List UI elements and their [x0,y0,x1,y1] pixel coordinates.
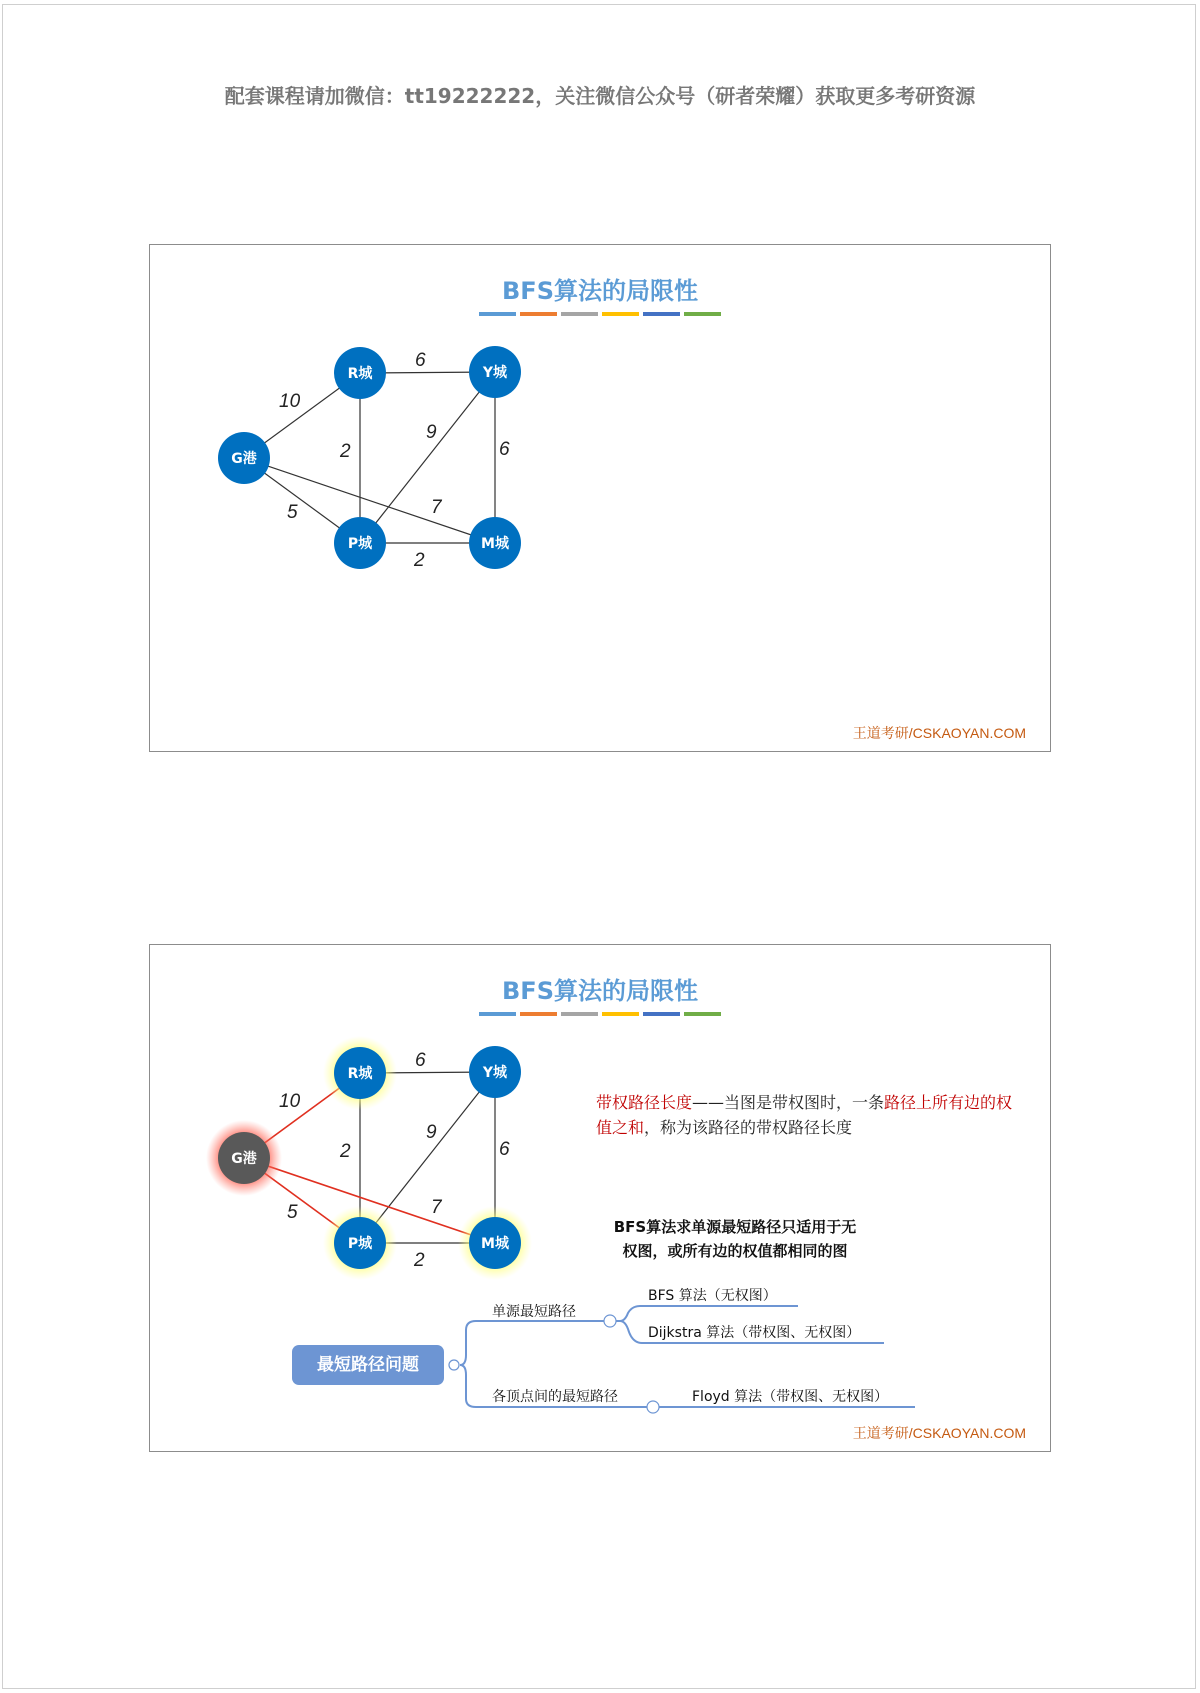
edge-Y-P [360,372,495,543]
svg-text:R城: R城 [347,366,373,382]
edge-weight-label: 7 [431,497,442,518]
edge-weight-label: 5 [287,1202,298,1223]
edge-weight-label: 2 [340,1141,351,1162]
note-line-1: BFS算法求单源最短路径只适用于无 [613,1218,857,1236]
edge-weight-label: 6 [415,1050,426,1071]
note-line-2: 权图，或所有边的权值都相同的图 [622,1242,848,1260]
edge-weight-label: 6 [415,350,426,371]
definition-mid: 当图是带权图时，一条 [724,1093,885,1112]
definition-dash: —— [692,1093,725,1112]
edge-weight-label: 9 [426,422,437,443]
graph-node-R [334,347,386,399]
graph-node-P [334,517,386,569]
slide-2 [149,944,1051,1452]
svg-text:M城: M城 [481,536,509,552]
graph-node-M [469,517,521,569]
svg-text:P城: P城 [347,536,373,552]
slide-1 [149,244,1051,752]
edge-weight-label: 7 [431,1197,442,1218]
edge-weight-label: 6 [499,439,510,460]
slide-title: BFS算法的局限性 [502,277,698,305]
edge-weight-label: 9 [426,1122,437,1143]
weighted-graph [150,245,1052,753]
edge-weight-label: 2 [340,441,351,462]
slide-footer: 王道考研/CSKAOYAN.COM [852,1425,1026,1441]
svg-text:M城: M城 [481,1236,509,1252]
graph-node-R [334,1047,386,1099]
header-watermark-text: 配套课程请加微信：tt19222222，关注微信公众号（研者荣耀）获取更多考研资源 [224,84,976,108]
mindmap-leaf-floyd: Floyd 算法（带权图、无权图） [692,1389,889,1405]
edge-weight-label: 10 [279,1091,301,1112]
graph-node-G [218,432,270,484]
mindmap-branch-all-pairs: 各顶点间的最短路径 [492,1389,618,1405]
graph-node-G-source [218,1132,270,1184]
mindmap-leaf-bfs: BFS 算法（无权图） [648,1288,777,1304]
definition-tail: ，称为该路径的带权路径长度 [644,1118,853,1137]
definition-term: 带权路径长度 [596,1093,693,1112]
edge-weight-label: 2 [414,1250,425,1271]
graph-node-M [469,1217,521,1269]
svg-text:R城: R城 [347,1066,373,1082]
mindmap-branch-single-source: 单源最短路径 [492,1304,576,1320]
svg-text:Y城: Y城 [482,365,508,381]
weighted-graph-highlighted [150,945,1052,1453]
slide-footer: 王道考研/CSKAOYAN.COM [852,725,1026,741]
graph-node-Y [469,346,521,398]
definition-text [596,1090,1016,1140]
edge-weight-label: 10 [279,391,301,412]
edge-weight-label: 6 [499,1139,510,1160]
svg-text:G港: G港 [231,1151,257,1167]
collapse-circle [604,1315,616,1327]
collapse-circle [647,1401,659,1413]
definition-highlight: 路径上所有边的权值之和 [596,1093,1013,1137]
edge-weight-label: 2 [414,550,425,571]
graph-node-Y [469,1046,521,1098]
graph-node-P [334,1217,386,1269]
svg-text:Y城: Y城 [482,1065,508,1081]
mindmap-root-node: 最短路径问题 [292,1345,444,1385]
svg-text:G港: G港 [231,451,257,467]
bfs-limitation-note [590,1215,880,1263]
svg-text:P城: P城 [347,1236,373,1252]
edge-weight-label: 5 [287,502,298,523]
slide-title: BFS算法的局限性 [502,977,698,1005]
mindmap-leaf-dijkstra: Dijkstra 算法（带权图、无权图） [648,1325,861,1341]
